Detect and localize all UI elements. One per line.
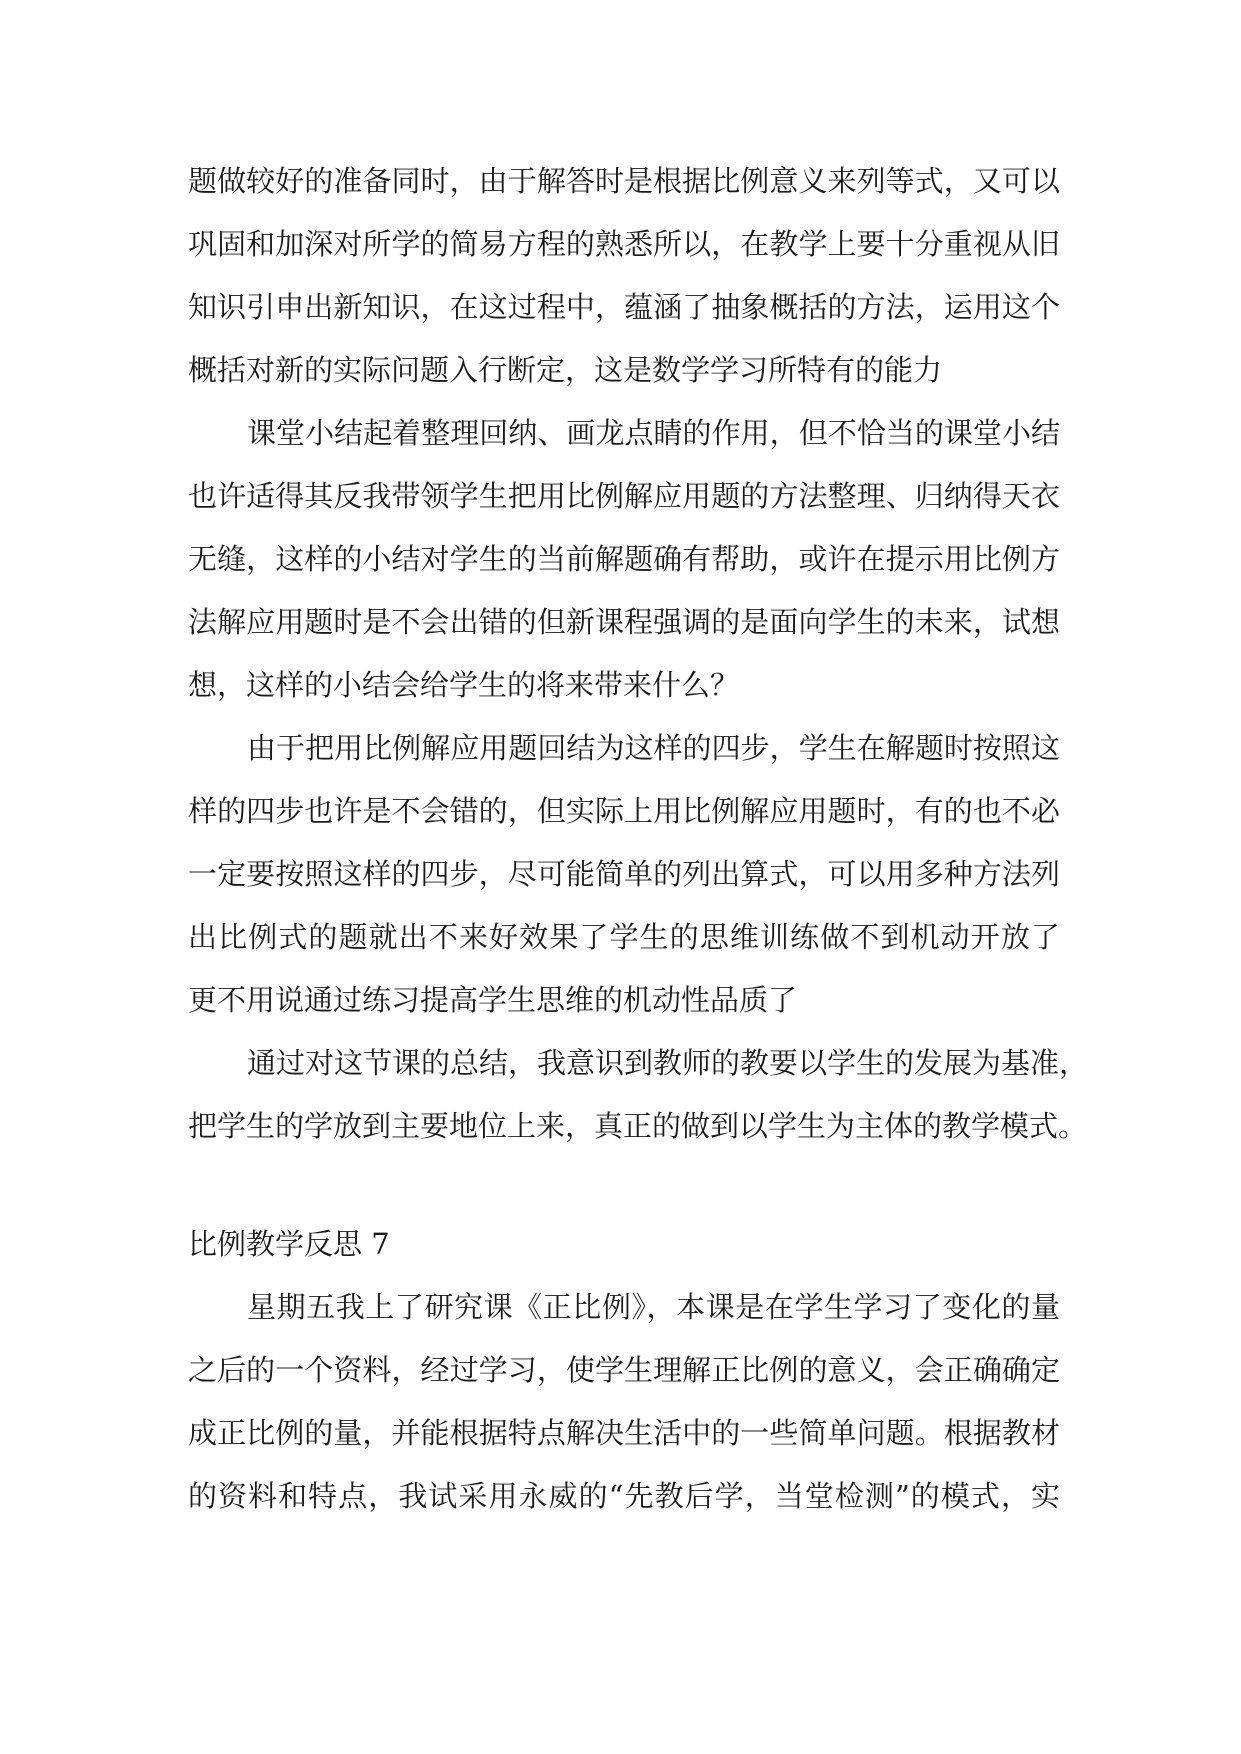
text-line: 一定要按照这样的四步，尽可能简单的列出算式，可以用多种方法列 xyxy=(188,857,1060,891)
text-line: 样的四步也许是不会错的，但实际上用比例解应用题时，有的也不必 xyxy=(188,794,1060,828)
text-line: 课堂小结起着整理回纳、画龙点睛的作用，但不恰当的课堂小结 xyxy=(247,416,1060,450)
text-line: 知识引申出新知识，在这过程中，蕴涵了抽象概括的方法，运用这个 xyxy=(188,290,1060,324)
section-paragraph xyxy=(188,1286,1060,1538)
text-line: 成正比例的量，并能根据特点解决生活中的一些简单问题。根据教材 xyxy=(188,1416,1060,1450)
text-line: 通过对这节课的总结，我意识到教师的教要以学生的发展为基准， xyxy=(247,1046,1089,1080)
text-line: 之后的一个资料，经过学习，使学生理解正比例的意义，会正确确定 xyxy=(188,1353,1060,1387)
text-line: 题做较好的准备同时，由于解答时是根据比例意义来列等式，又可以 xyxy=(188,164,1060,198)
text-line: 把学生的学放到主要地位上来，真正的做到以学生为主体的教学模式。 xyxy=(188,1109,1088,1143)
text-line: 的资料和特点，我试采用永威的“先教后学，当堂检测”的模式，实 xyxy=(188,1479,1060,1513)
text-line: 星期五我上了研究课《正比例》，本课是在学生学习了变化的量 xyxy=(247,1290,1060,1324)
text-line: 巩固和加深对所学的简易方程的熟悉所以，在教学上要十分重视从旧 xyxy=(188,227,1060,261)
paragraph-2 xyxy=(188,412,1060,727)
paragraph-4 xyxy=(188,1042,1089,1168)
paragraph-3 xyxy=(188,727,1060,1042)
section-title: 比例教学反思 7 xyxy=(188,1227,390,1261)
text-line: 也许适得其反我带领学生把用比例解应用题的方法整理、归纳得天衣 xyxy=(188,479,1060,513)
text-line: 法解应用题时是不会出错的但新课程强调的是面向学生的未来，试想 xyxy=(188,605,1060,639)
document-body xyxy=(188,160,1089,1538)
text-line: 概括对新的实际问题入行断定，这是数学学习所特有的能力 xyxy=(188,353,943,387)
text-line: 想，这样的小结会给学生的将来带来什么？ xyxy=(188,668,740,702)
text-line: 出比例式的题就出不来好效果了学生的思维训练做不到机动开放了 xyxy=(188,920,1060,954)
text-line: 无缝，这样的小结对学生的当前解题确有帮助，或许在提示用比例方 xyxy=(188,542,1060,576)
section-spacer xyxy=(188,1168,1060,1223)
text-line: 由于把用比例解应用题回结为这样的四步，学生在解题时按照这 xyxy=(247,731,1060,765)
paragraph-1 xyxy=(188,160,1060,412)
text-line: 更不用说通过练习提高学生思维的机动性品质了 xyxy=(188,983,798,1017)
